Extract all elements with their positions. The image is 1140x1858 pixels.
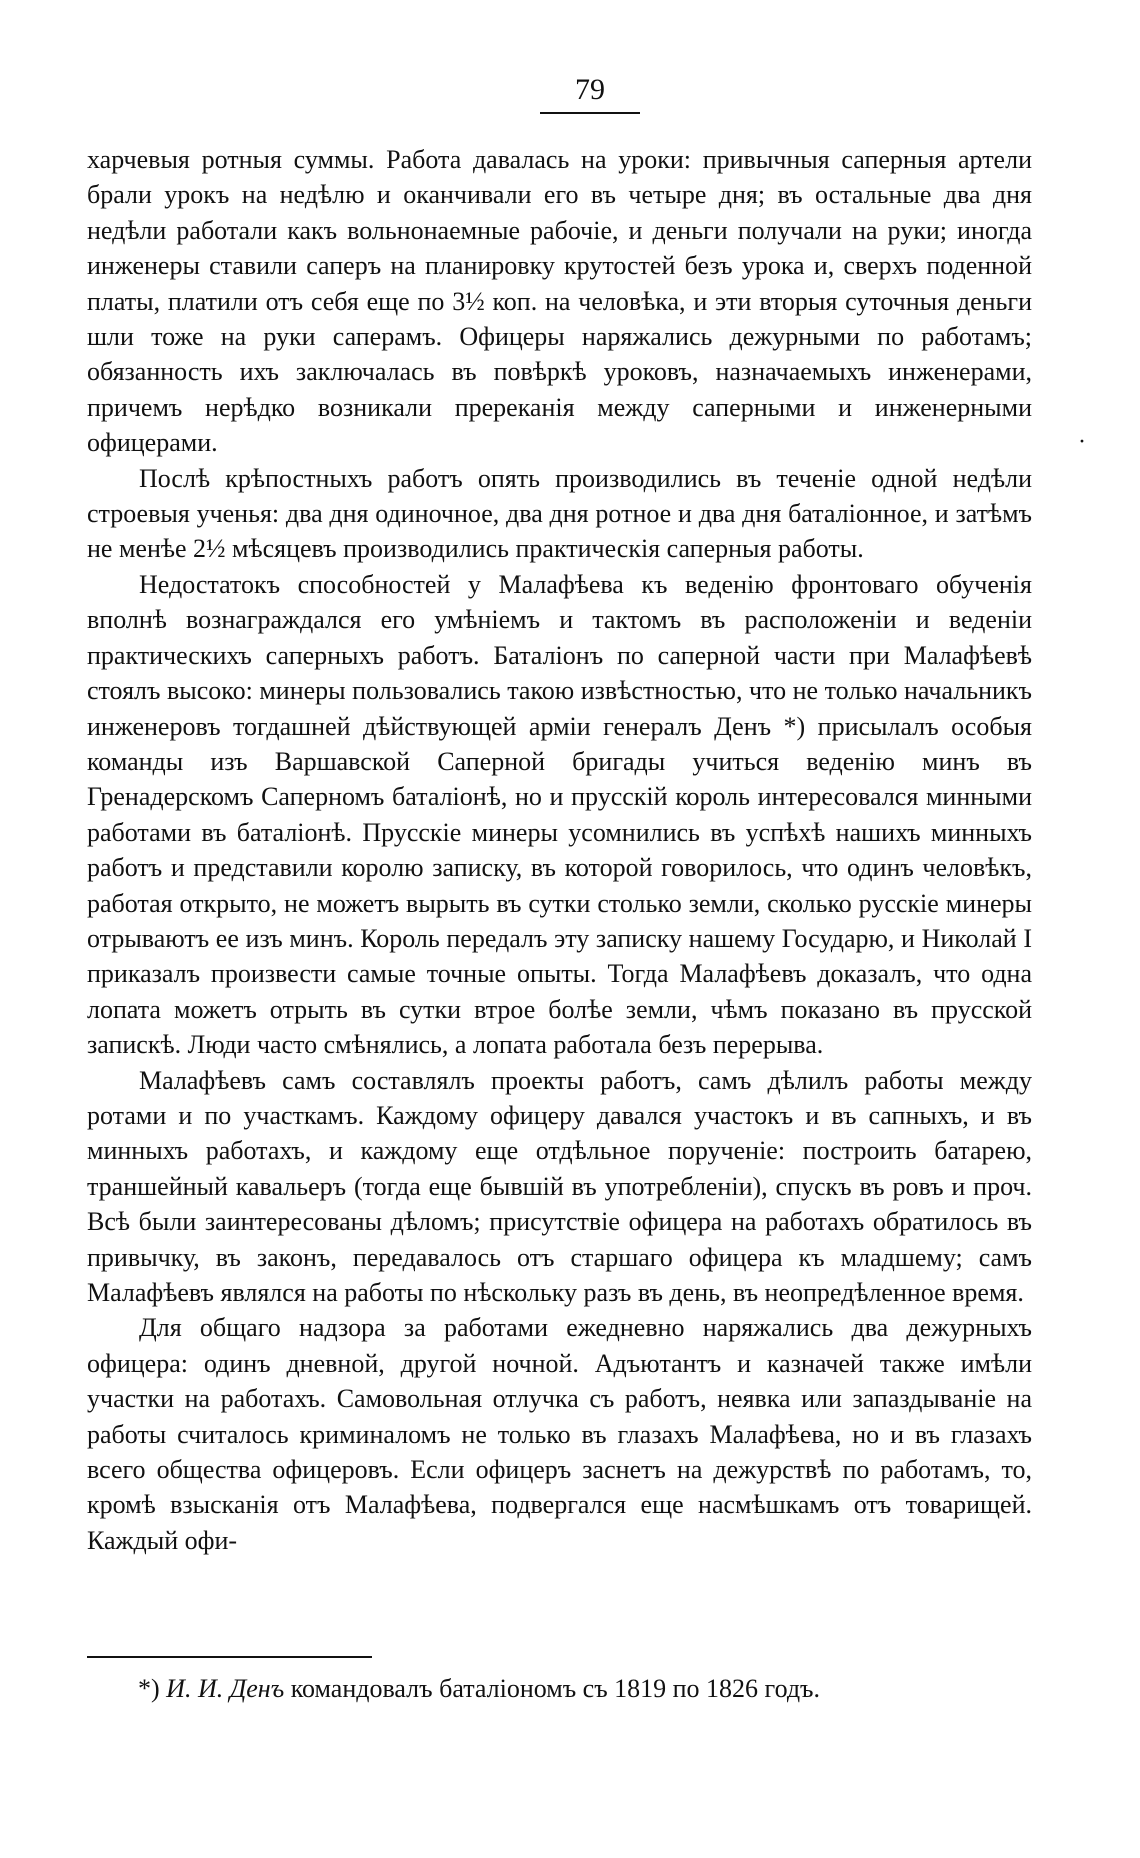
paragraph-1: харчевыя ротныя суммы. Работа давалась на уроки: привычныя саперныя артели брали урокъ на недѣлю и оканчивали его въ четыре дня; въ остальные два дня недѣли работали какъ вольнонаемные рабочіе, и деньги получали на руки; иногда инженеры ставили саперъ на планировку крутостей безъ урока и, сверхъ поденной платы, платили отъ себя еще по 3½ коп. на человѣка, и эти вторыя суточныя деньги шли тоже на руки саперамъ. Офицеры наряжались дежурными по работамъ; обязанность ихъ заключалась въ повѣркѣ уроковъ, назначаемыхъ инженерами, причемъ нерѣдко возникали пререканія между саперными и инженерными офицерами.	[87, 145, 1032, 458]
body-text	[87, 142, 1032, 1558]
footnote-mark: *)	[138, 1674, 160, 1703]
footnote-text: командовалъ баталіономъ съ 1819 по 1826 годъ.	[290, 1674, 820, 1703]
paragraph-3: Недостатокъ способностей у Малафѣева къ веденію фронтоваго обученія вполнѣ вознаграждался его умѣніемъ и тактомъ въ расположеніи и веденіи практическихъ саперныхъ работъ. Баталіонъ по саперной части при Малафѣевѣ стоялъ высоко: минеры пользовались такою извѣстностью, что не только начальникъ инженеровъ тогдашней дѣйствующей арміи генералъ Денъ *) присылалъ особыя команды изъ Варшавской Саперной бригады учиться веденію минъ въ Гренадерскомъ Саперномъ баталіонѣ, но и прусскій король интересовался минными работами въ баталіонѣ. Прусскіе минеры усомнились въ успѣхѣ нашихъ минныхъ работъ и представили королю записку, въ которой говорилось, что одинъ человѣкъ, работая открыто, не можетъ вырыть въ сутки столько земли, сколько русскіе минеры отрываютъ ее изъ минъ. Король передалъ эту записку нашему Государю, и Николай I приказалъ произвести самые точные опыты. Тогда Малафѣевъ доказалъ, что одна лопата можетъ отрыть въ сутки втрое болѣе земли, чѣмъ показано въ прусской запискѣ. Люди часто смѣнялись, а лопата работала безъ перерыва.	[87, 569, 1032, 1060]
paragraph-2: Послѣ крѣпостныхъ работъ опять производились въ теченіе одной недѣли строевыя ученья: два дня одиночное, два дня ротное и два дня баталіонное, и затѣмъ не менѣе 2½ мѣсяцевъ производились практическія саперныя работы.	[87, 463, 1032, 564]
footnote-rule	[87, 1656, 372, 1658]
footnote	[138, 1672, 1032, 1706]
page-number: 79	[575, 73, 605, 106]
paragraph-5: Для общаго надзора за работами ежедневно наряжались два дежурныхъ офицера: одинъ дневной, другой ночной. Адъютантъ и казначей также имѣли участки на работахъ. Самовольная отлучка съ работъ, неявка или запаздываніе на работы считалось криминаломъ не только въ глазахъ Малафѣева, но и въ глазахъ всего общества офицеровъ. Если офицеръ заснетъ на дежурствѣ по работамъ, то, кромѣ взысканія отъ Малафѣева, подвергался еще насмѣшкамъ отъ товарищей. Каждый офи-	[87, 1313, 1032, 1555]
header-rule	[540, 112, 640, 114]
footnote-name: И. И. Денъ	[166, 1674, 285, 1703]
margin-dot: ·	[1078, 429, 1086, 455]
paragraph-4: Малафѣевъ самъ составлялъ проекты работъ, самъ дѣлилъ работы между ротами и по участкамъ. Каждому офицеру давался участокъ и въ сапныхъ, и въ минныхъ работахъ, и каждому еще отдѣльное порученіе: построить батарею, траншейный кавальеръ (тогда еще бывшій въ употребленіи), спускъ въ ровъ и проч. Всѣ были заинтересованы дѣломъ; присутствіе офицера на работахъ обратилось въ привычку, въ законъ, передавалось отъ старшаго офицера къ младшему; самъ Малафѣевъ являлся на работы по нѣскольку разъ въ день, въ неопредѣленное время.	[87, 1065, 1032, 1307]
